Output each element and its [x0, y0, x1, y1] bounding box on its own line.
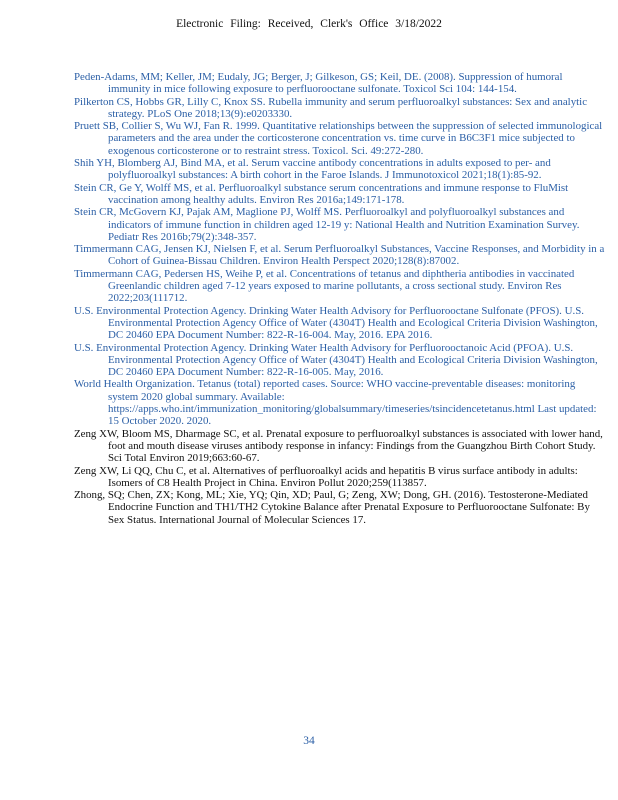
reference-entry: U.S. Environmental Protection Agency. Drinking Water Health Advisory for Perfluorooctanoic Acid (PFOA). U.S. Environmental Protection Agency Office of Water (4304T) Health and Ecological Criteria Division Washington, DC 20460 EPA Document Number: 822-R-16-005. May, 2016. [74, 341, 598, 379]
reference-list [74, 71, 606, 526]
reference-entry: Timmermann CAG, Pedersen HS, Weihe P, et al. Concentrations of tetanus and diphtheria antibodies in vaccinated Greenlandic children aged 7-12 years exposed to marine pollutants, a cross sectional study. Environ Res 2022;203(111712. [74, 267, 575, 305]
reference-entry: Peden-Adams, MM; Keller, JM; Eudaly, JG; Berger, J; Gilkeson, GS; Keil, DE. (2008). Suppression of humoral immunity in mice following exposure to perfluorooctane sulfonate. Toxicol Sci 104: 144-154. [74, 71, 563, 96]
reference-entry: U.S. Environmental Protection Agency. Drinking Water Health Advisory for Perfluorooctane Sulfonate (PFOS). U.S. Environmental Protection Agency Office of Water (4304T) Health and Ecological Criteria Division Washington, DC 20460 EPA Document Number: 822-R-16-004. May, 2016. EPA 2016. [74, 304, 598, 342]
reference-entry: World Health Organization. Tetanus (total) reported cases. Source: WHO vaccine-preventable diseases: monitoring system 2020 global summary. Available: https://apps.who.int/immunization_monitoring/globalsummary/timeseries/tsincidencetetanus.html Last updated: 15 October 2020. 2020. [74, 378, 597, 428]
filing-header: Electronic Filing: Received, Clerk's Office 3/18/2022 [176, 18, 442, 30]
reference-entry: Pruett SB, Collier S, Wu WJ, Fan R. 1999. Quantitative relationships between the suppression of selected immunological parameters and the area under the corticosterone concentration vs. time curve in B6C3F1 mice subjected to exogenous corticosterone or to restraint stress. Toxicol. Sci. 49:272-280. [74, 120, 603, 157]
reference-entry: Pilkerton CS, Hobbs GR, Lilly C, Knox SS. Rubella immunity and serum perfluoroalkyl substances: Sex and analytic strategy. PLoS One 2018;13(9):e0203330. [74, 95, 588, 120]
reference-entry: Shih YH, Blomberg AJ, Bind MA, et al. Serum vaccine antibody concentrations in adults exposed to per- and polyfluoroalkyl substances: A birth cohort in the Faroe Islands. J Immunotoxicol 2021;18(1):85-92. [74, 157, 551, 182]
reference-entry: Stein CR, Ge Y, Wolff MS, et al. Perfluoroalkyl substance serum concentrations and immune response to FluMist vaccination among healthy adults. Environ Res 2016a;149:171-178. [74, 181, 569, 206]
reference-entry: Zeng XW, Li QQ, Chu C, et al. Alternatives of perfluoroalkyl acids and hepatitis B virus surface antibody in adults: Isomers of C8 Health Project in China. Environ Pollut 2020;259(113857. [74, 464, 578, 489]
reference-entry: Timmermann CAG, Jensen KJ, Nielsen F, et al. Serum Perfluoroalkyl Substances, Vaccine Responses, and Morbidity in a Cohort of Guinea-Bissau Children. Environ Health Perspect 2020;128(8):87002. [74, 243, 605, 268]
page-number: 34 [303, 735, 315, 747]
reference-entry: Zeng XW, Bloom MS, Dharmage SC, et al. Prenatal exposure to perfluoroalkyl substances is associated with lower hand, foot and mouth disease viruses antibody response in infancy: Findings from the Guangzhou Birth Cohort Study. Sci Total Environ 2019;663:60-67. [74, 427, 603, 465]
reference-entry: Zhong, SQ; Chen, ZX; Kong, ML; Xie, YQ; Qin, XD; Paul, G; Zeng, XW; Dong, GH. (2016). Testosterone-Mediated Endocrine Function and TH1/TH2 Cytokine Balance after Prenatal Exposure to Perfluorooctane Sulfonate: By Sex Status. International Journal of Molecular Sciences 17. [74, 489, 590, 526]
reference-entry: Stein CR, McGovern KJ, Pajak AM, Maglione PJ, Wolff MS. Perfluoroalkyl and polyfluoroalkyl substances and indicators of immune function in children aged 12-19 y: National Health and Nutrition Examination Survey. Pediatr Res 2016b;79(2):348-357. [74, 206, 580, 243]
